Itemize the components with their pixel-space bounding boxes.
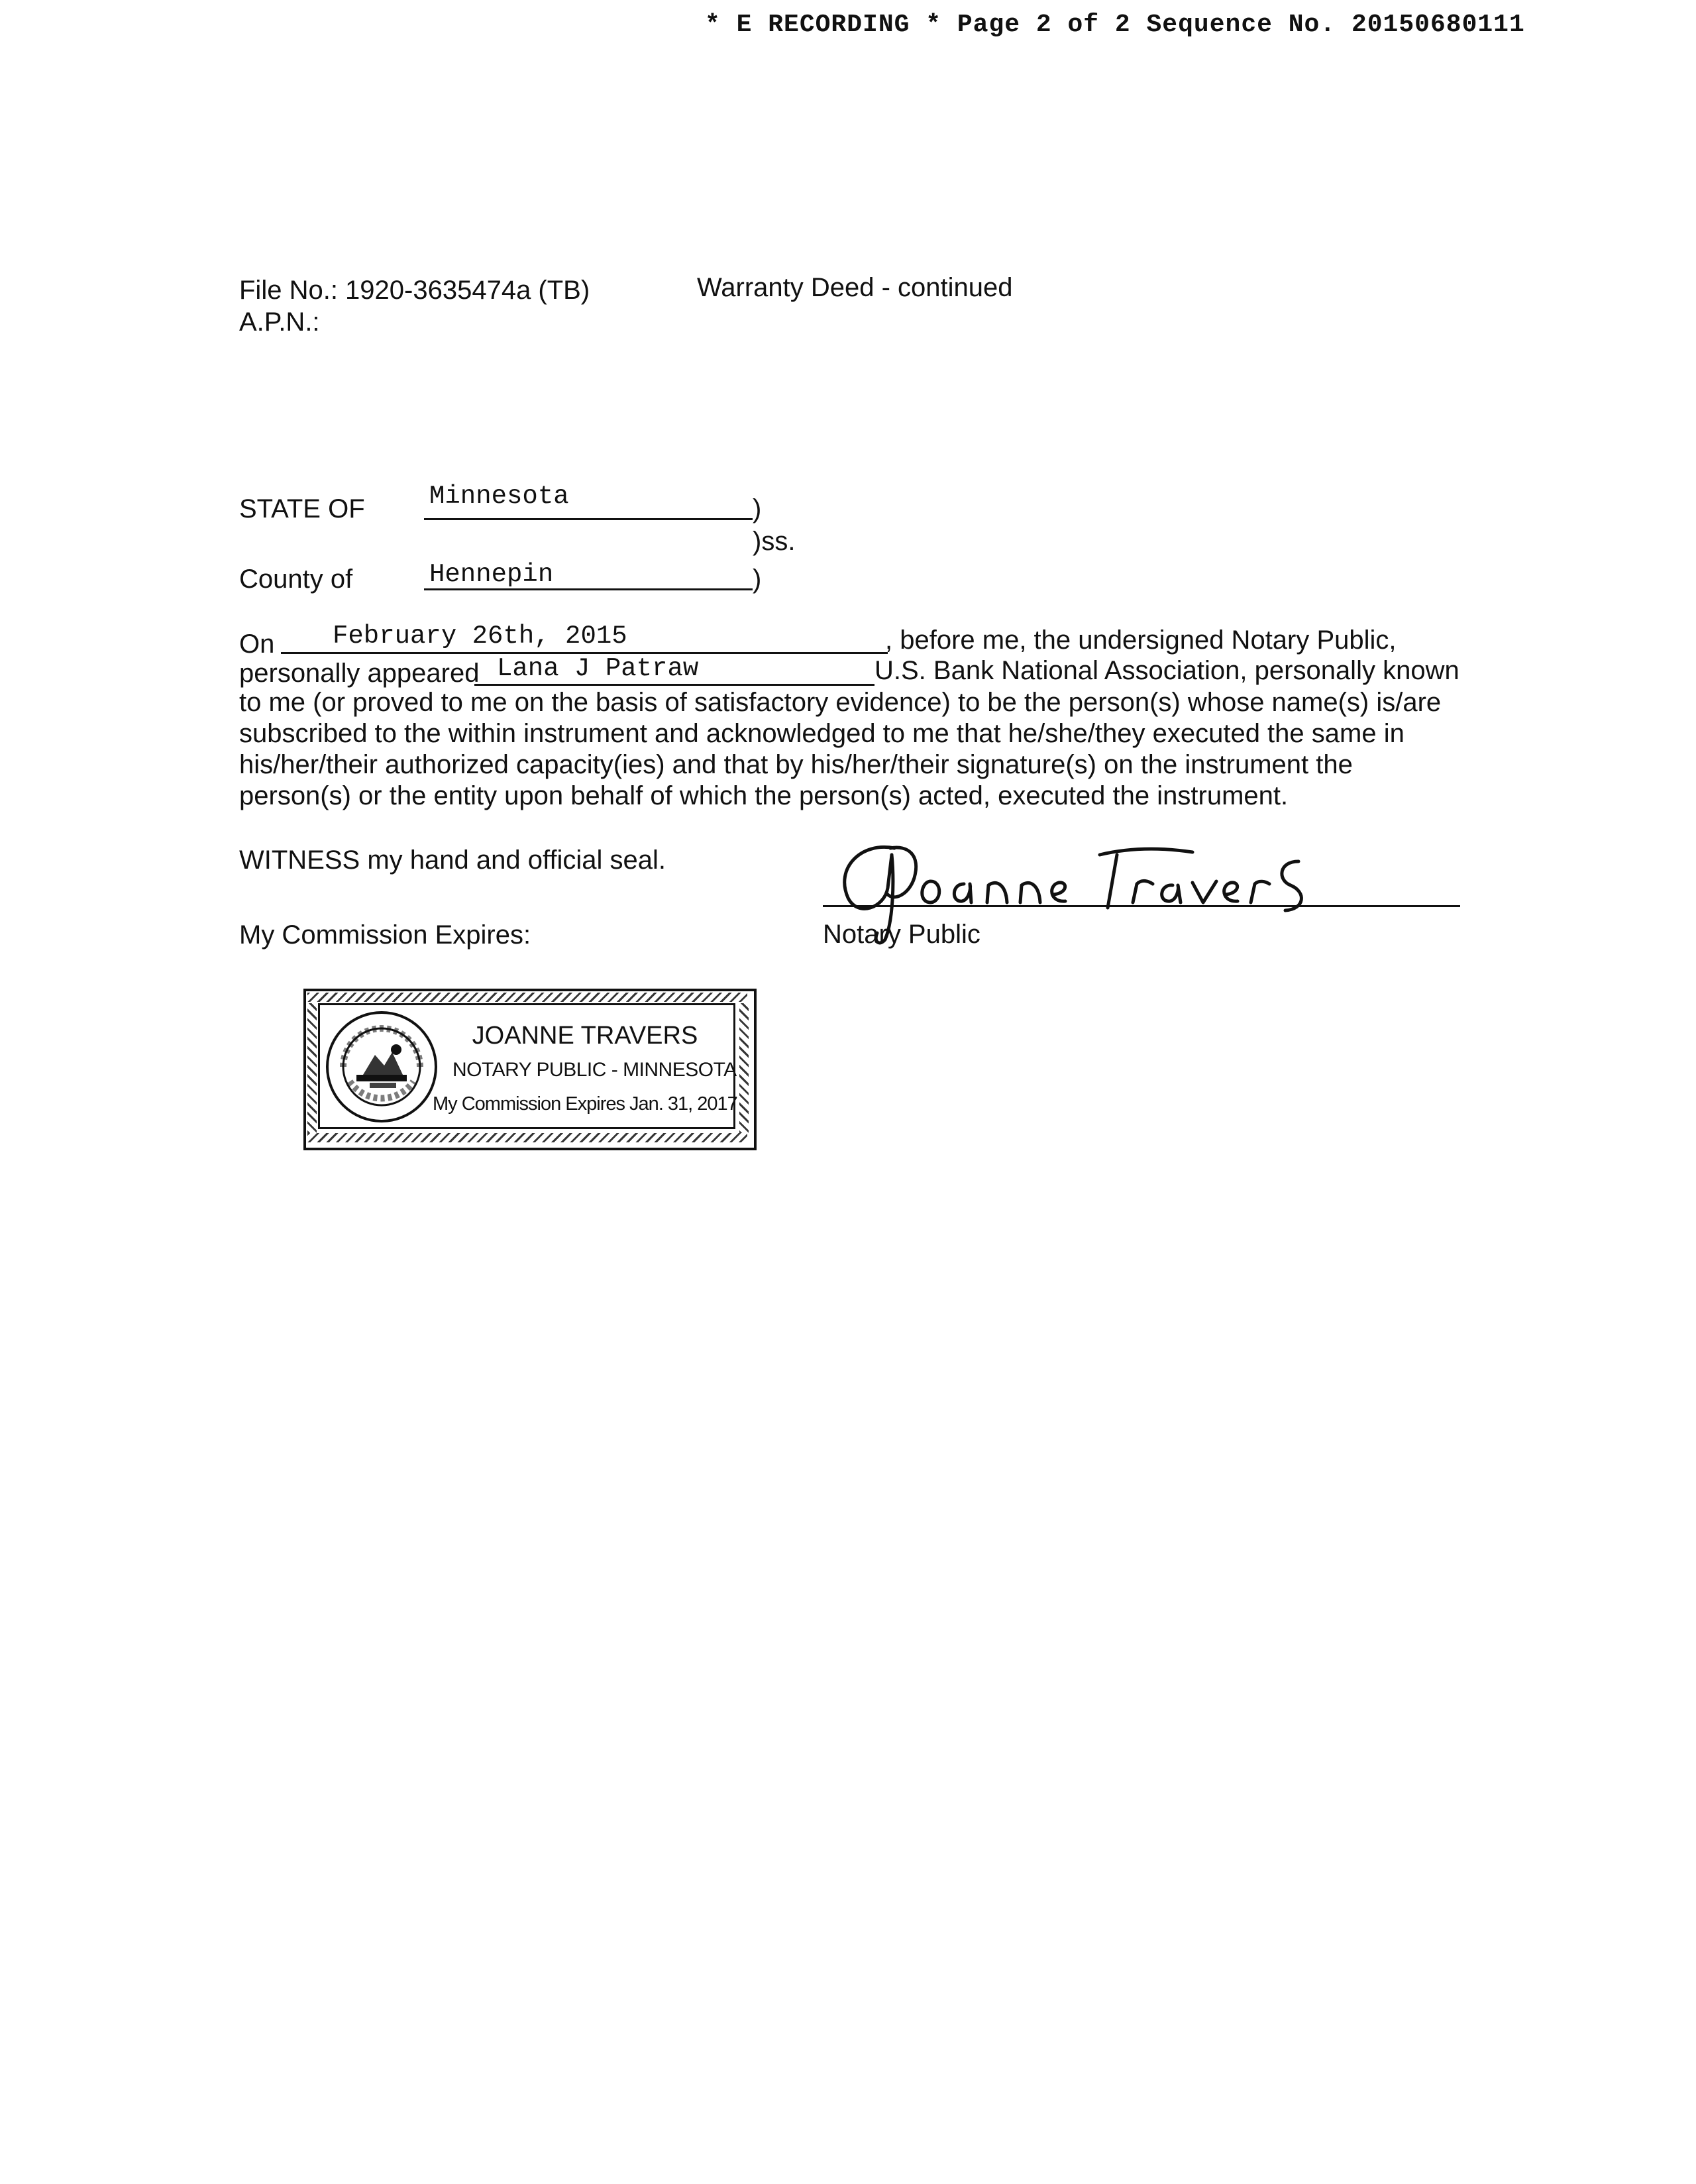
stamp-notary-name: JOANNE TRAVERS [472,1022,698,1050]
witness-text: WITNESS my hand and official seal. [239,846,666,875]
after-person-text: U.S. Bank National Association, personally known [874,656,1459,685]
after-date-text: , before me, the undersigned Notary Public, [885,626,1397,655]
commission-expires-label: My Commission Expires: [239,920,531,950]
stamp-chain-top [307,993,747,1002]
person-value: Lana J Patraw [497,654,699,683]
county-value: Hennepin [429,560,554,589]
file-number: File No.: 1920-3635474a (TB) [239,276,590,305]
signature-line [823,905,1460,907]
on-label: On [239,629,275,659]
ack-line-3: to me (or proved to me on the basis of satisfactory evidence) to be the person(s) whose name(s) is/are [239,688,1442,717]
person-underline [474,684,874,686]
recording-header: * E RECORDING * Page 2 of 2 Sequence No. 20150680111 [705,11,1525,39]
state-seal-icon [323,1009,440,1125]
stamp-expiration: My Commission Expires Jan. 31, 2017 [433,1093,737,1115]
stamp-chain-left [307,1003,317,1133]
county-label: County of [239,565,353,594]
state-value: Minnesota [429,482,569,511]
ack-line-6: person(s) or the entity upon behalf of which the person(s) acted, executed the instrument. [239,781,1289,810]
date-value: February 26th, 2015 [333,622,627,651]
venue-ss: )ss. [753,527,796,556]
stamp-chain-right [739,1003,749,1133]
document-title: Warranty Deed - continued [697,273,1013,302]
state-label: STATE OF [239,494,365,523]
stamp-chain-bottom [307,1133,747,1142]
state-underline [424,518,753,520]
ack-line-4: subscribed to the within instrument and acknowledged to me that he/she/they executed the same in [239,719,1404,748]
notary-public-label: Notary Public [823,920,980,949]
notary-stamp [303,989,754,1148]
ack-line-5: his/her/their authorized capacity(ies) and that by his/her/their signature(s) on the instrument the [239,750,1353,779]
apn-label: A.P.N.: [239,307,320,337]
venue-paren-1: ) [753,494,762,523]
county-underline [424,588,753,590]
stamp-notary-title: NOTARY PUBLIC - MINNESOTA [452,1059,737,1081]
personally-appeared-label: personally appeared [239,659,480,688]
venue-paren-2: ) [753,565,762,594]
